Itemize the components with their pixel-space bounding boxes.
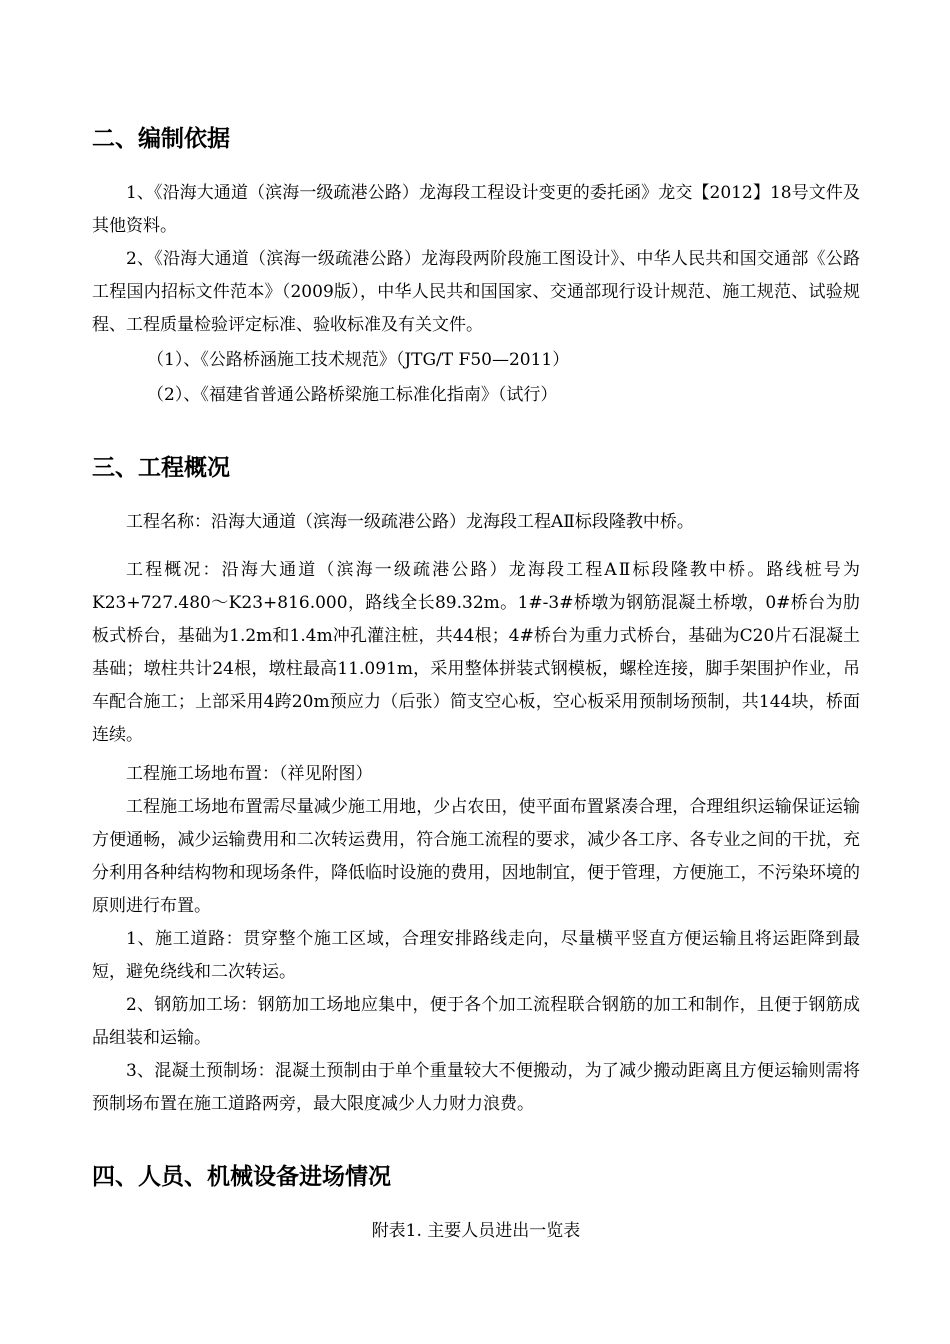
site-layout-text: 工程施工场地布置需尽量减少施工用地，少占农田，使平面布置紧凑合理，合理组织运输保证运输方便通畅，减少运输费用和二次转运费用，符合施工流程的要求，减少各工序、各专业之间的干扰，充分利用各种结构物和现场条件，降低临时设施的费用，因地制宜，便于管理，方便施工，不污染环境的原则进行布置。 bbox=[92, 797, 860, 916]
project-summary: 工程概况：沿海大通道（滨海一级疏港公路）龙海段工程AⅡ标段隆教中桥。路线桩号为K23+727.480～K23+816.000，路线全长89.32m。1#-3#桥墩为钢筋混凝土桥墩，0#桥台为肋板式桥台，基础为1.2m和1.4m冲孔灌注桩，共44根；4#桥台为重力式桥台，基础为C20片石混凝土基础；墩柱共计24根，墩柱最高11.091m，采用整体拼装式钢模板，螺栓连接，脚手架围护作业，吊车配合施工；上部采用4跨20m预应力（后张）简支空心板，空心板采用预制场预制，共144块，桥面连续。 bbox=[92, 560, 860, 745]
basis-item-2: （2）、《福建省普通公路桥梁施工标准化指南》（试行） bbox=[147, 385, 558, 405]
table-caption: 附表1. 主要人员进出一览表 bbox=[371, 1221, 581, 1241]
section-heading-basis: 二、编制依据 bbox=[92, 126, 230, 152]
basis-paragraph-2: 2、《沿海大通道（滨海一级疏港公路）龙海段两阶段施工图设计》、中华人民共和国交通部《公路工程国内招标文件范本》（2009版），中华人民共和国国家、交通部现行设计规范、施工规范、试验规程、工程质量检验评定标准、验收标准及有关文件。 bbox=[92, 249, 860, 335]
site-layout-title: 工程施工场地布置：（祥见附图） bbox=[126, 764, 373, 784]
project-name: 工程名称：沿海大通道（滨海一级疏港公路）龙海段工程AⅡ标段隆教中桥。 bbox=[126, 512, 694, 532]
precast-yard: 3、混凝土预制场：混凝土预制由于单个重量较大不便搬动，为了减少搬动距离且方便运输则需将预制场布置在施工道路两旁，最大限度减少人力财力浪费。 bbox=[92, 1061, 860, 1114]
basis-paragraph-1: 1、《沿海大通道（滨海一级疏港公路）龙海段工程设计变更的委托函》龙交【2012】18号文件及其他资料。 bbox=[92, 183, 860, 236]
section-heading-staffing: 四、人员、机械设备进场情况 bbox=[92, 1164, 391, 1190]
section-heading-overview: 三、工程概况 bbox=[92, 455, 230, 481]
basis-item-1: （1）、《公路桥涵施工技术规范》（JTG/T F50—2011） bbox=[147, 350, 570, 370]
rebar-yard: 2、钢筋加工场：钢筋加工场地应集中，便于各个加工流程联合钢筋的加工和制作，且便于钢筋成品组装和运输。 bbox=[92, 995, 860, 1048]
construction-road: 1、施工道路：贯穿整个施工区域，合理安排路线走向，尽量横平竖直方便运输且将运距降到最短，避免绕线和二次转运。 bbox=[92, 929, 860, 982]
